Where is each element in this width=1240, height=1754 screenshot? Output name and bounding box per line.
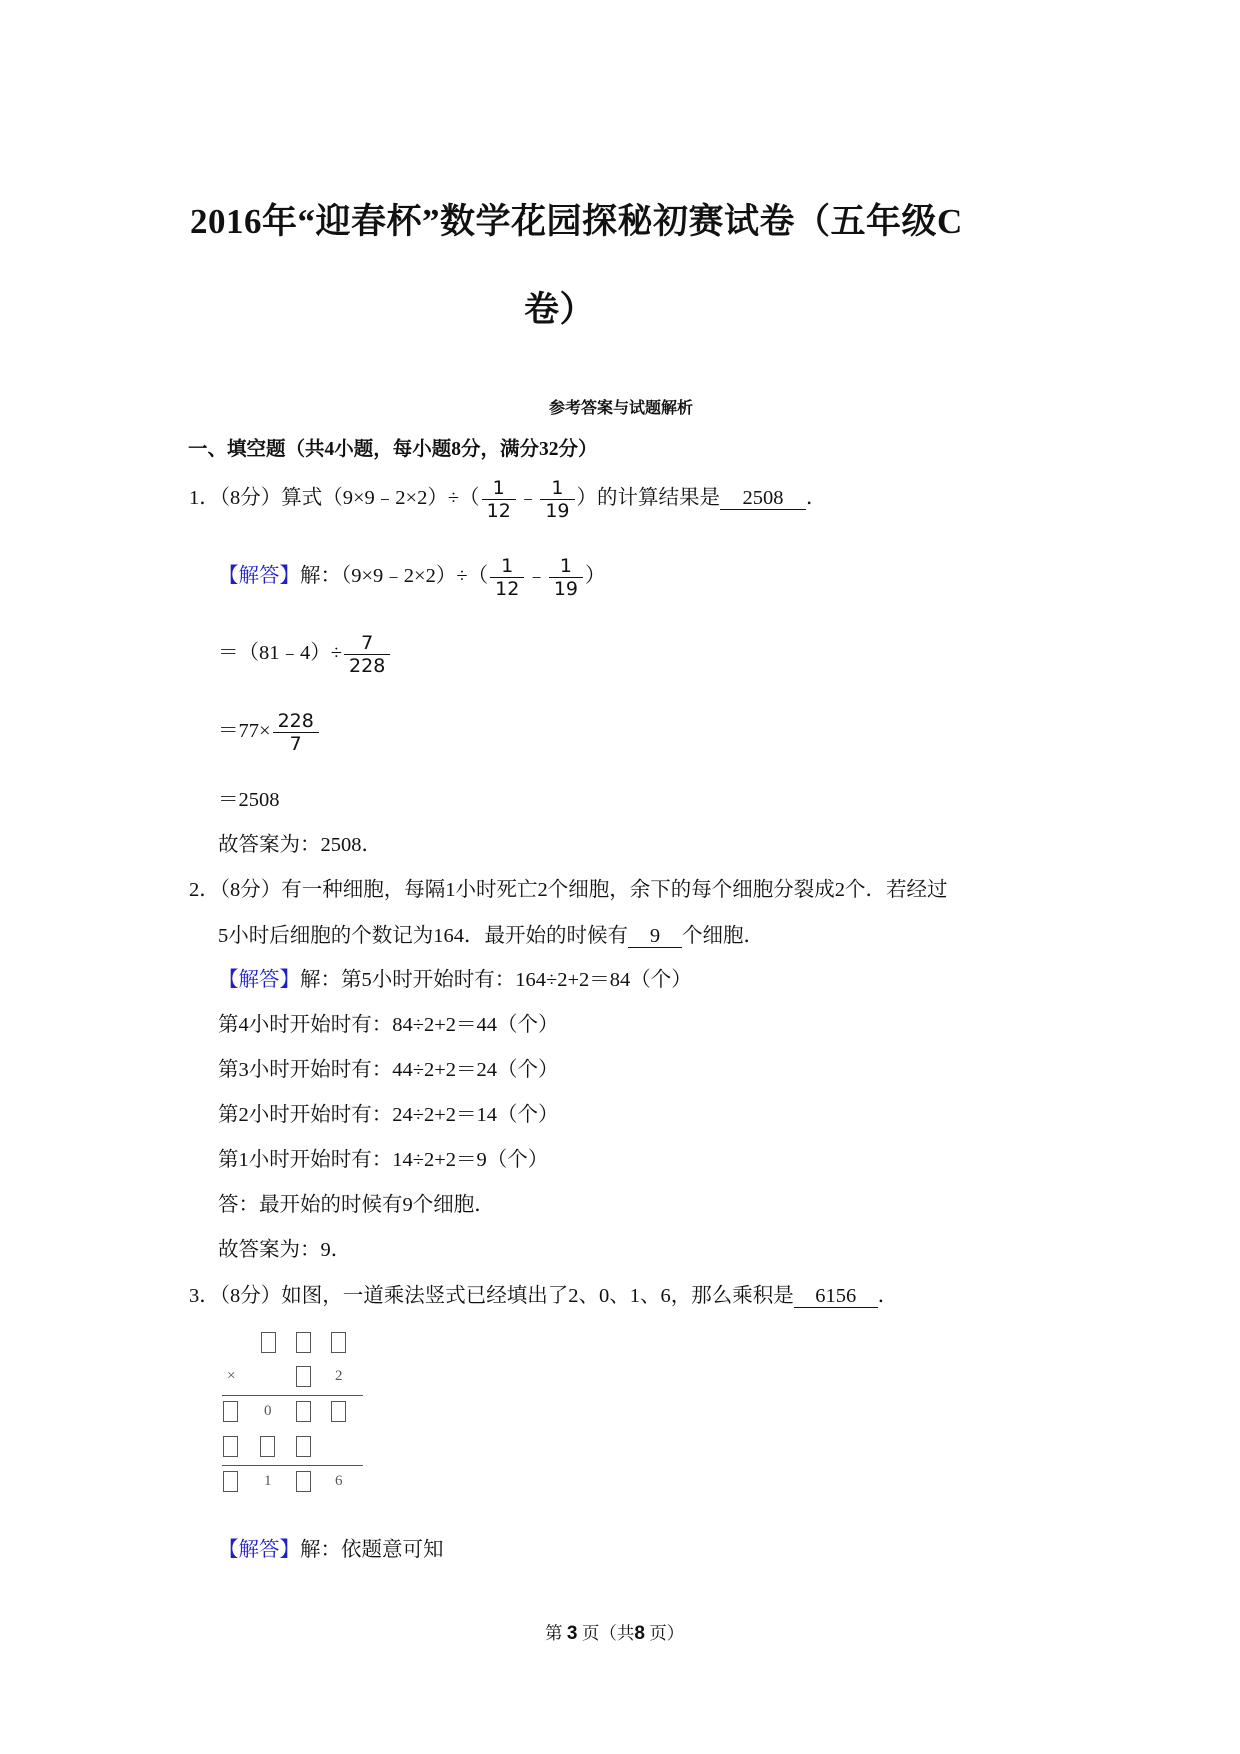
fraction-denominator: 7 <box>289 733 302 755</box>
solution-text: 解：依题意可知 <box>300 1539 444 1561</box>
digit-box <box>296 1471 311 1492</box>
q1-conclusion: 故答案为：2508． <box>218 834 382 856</box>
page-number: 3 <box>566 1623 578 1644</box>
answer-tag: 【解答】 <box>218 969 300 991</box>
digit-box <box>260 1436 275 1457</box>
question-number: 2． <box>189 879 220 901</box>
digit-box <box>223 1436 238 1457</box>
fraction-denominator: 12 <box>495 578 520 600</box>
digit-box <box>296 1401 311 1422</box>
fraction-denominator: 228 <box>349 655 386 677</box>
answer-tag: 【解答】 <box>218 1539 300 1561</box>
page-title-line-1: 2016年“迎春杯”数学花园探秘初赛试卷（五年级C <box>190 202 963 241</box>
question-1 <box>189 477 827 522</box>
digit-box <box>331 1332 346 1353</box>
digit-box <box>223 1401 238 1422</box>
given-digit: 6 <box>335 1473 343 1489</box>
q1-solution-line-4: ＝2508 <box>218 789 280 811</box>
fraction-numerator: 1 <box>490 555 524 578</box>
q2-solution-step: 第3小时开始时有：44÷2+2＝24（个） <box>218 1059 559 1081</box>
q1-solution-line-2 <box>218 632 392 677</box>
answer-blank: 2508 <box>720 488 806 510</box>
fraction <box>273 710 319 755</box>
page-footer <box>545 1620 684 1645</box>
question-text: ）的计算结果是 <box>576 487 720 510</box>
digit-box <box>261 1332 276 1353</box>
total-pages: 8 <box>634 1623 645 1644</box>
q2-solution-step: 第2小时开始时有：24÷2+2＝14（个） <box>218 1104 559 1126</box>
fraction-numerator: 1 <box>540 477 574 500</box>
question-2-line-1 <box>189 878 948 902</box>
question-3 <box>189 1284 898 1308</box>
given-digit: 1 <box>264 1473 272 1489</box>
rule-line <box>222 1465 363 1466</box>
digit-box <box>331 1401 346 1422</box>
fraction-denominator: 19 <box>553 578 578 600</box>
digit-box <box>296 1332 311 1353</box>
solution-text: 解：（9×9﹣2×2）÷（ <box>300 565 489 588</box>
solution-text: ＝（81﹣4）÷ <box>218 642 343 665</box>
digit-box <box>296 1366 311 1387</box>
q2-solution-step: 第4小时开始时有：84÷2+2＝44（个） <box>218 1014 559 1036</box>
q2-answer: 答：最开始的时候有9个细胞． <box>218 1194 495 1216</box>
q3-solution-line-1 <box>218 1538 444 1562</box>
fraction-numerator: 1 <box>549 555 583 578</box>
question-text: （8分）算式（9×9﹣2×2）÷（ <box>219 487 480 510</box>
question-text: 个细胞． <box>682 925 764 947</box>
fraction <box>344 632 390 677</box>
solution-text: ） <box>585 565 606 588</box>
fraction-numerator: 1 <box>482 477 516 500</box>
q1-solution-line-1 <box>218 555 606 600</box>
section-heading: 一、填空题（共4小题，每小题8分，满分32分） <box>188 439 598 460</box>
fraction <box>482 477 516 522</box>
fraction-denominator: 19 <box>545 500 570 522</box>
multiplication-figure <box>215 1328 365 1503</box>
answer-blank: 6156 <box>794 1286 878 1308</box>
minus-sign: ﹣ <box>526 565 547 588</box>
fraction <box>540 477 574 522</box>
subtitle: 参考答案与试题解析 <box>549 400 694 417</box>
q1-solution-line-3 <box>218 710 321 755</box>
question-end: ． <box>877 1285 899 1307</box>
digit-box <box>223 1471 238 1492</box>
fraction-numerator: 228 <box>273 710 319 733</box>
minus-sign: ﹣ <box>517 487 539 510</box>
q2-solution-line-1 <box>218 968 692 992</box>
given-digit: 0 <box>264 1403 272 1419</box>
question-text: （8分）有一种细胞，每隔1小时死亡2个细胞，余下的每个细胞分裂成2个．若经过 <box>219 879 948 901</box>
page-title-line-2: 卷） <box>524 290 596 329</box>
question-text: （8分）如图，一道乘法竖式已经填出了2、0、1、6，那么乘积是 <box>219 1285 794 1307</box>
answer-tag: 【解答】 <box>218 565 300 588</box>
question-text: 5小时后细胞的个数记为164．最开始的时候有 <box>218 925 628 947</box>
question-number: 1． <box>189 487 220 510</box>
question-end: ． <box>806 487 827 510</box>
footer-text: 页（共 <box>581 1623 635 1643</box>
fraction-denominator: 12 <box>486 500 511 522</box>
q2-conclusion: 故答案为：9． <box>218 1239 352 1261</box>
question-number: 3． <box>189 1285 220 1307</box>
fraction-numerator: 7 <box>344 632 390 655</box>
footer-text: 页） <box>649 1623 685 1643</box>
answer-blank: 9 <box>628 926 682 948</box>
times-sign: × <box>227 1368 236 1384</box>
question-2-line-2 <box>218 924 764 948</box>
footer-text: 第 <box>545 1623 563 1643</box>
rule-line <box>222 1395 363 1396</box>
given-digit: 2 <box>335 1368 343 1384</box>
q2-solution-step: 第1小时开始时有：14÷2+2＝9（个） <box>218 1149 549 1171</box>
digit-box <box>296 1436 311 1457</box>
solution-text: ＝77× <box>218 720 271 743</box>
solution-text: 解：第5小时开始时有：164÷2+2＝84（个） <box>300 969 692 991</box>
fraction <box>549 555 583 600</box>
fraction <box>490 555 524 600</box>
